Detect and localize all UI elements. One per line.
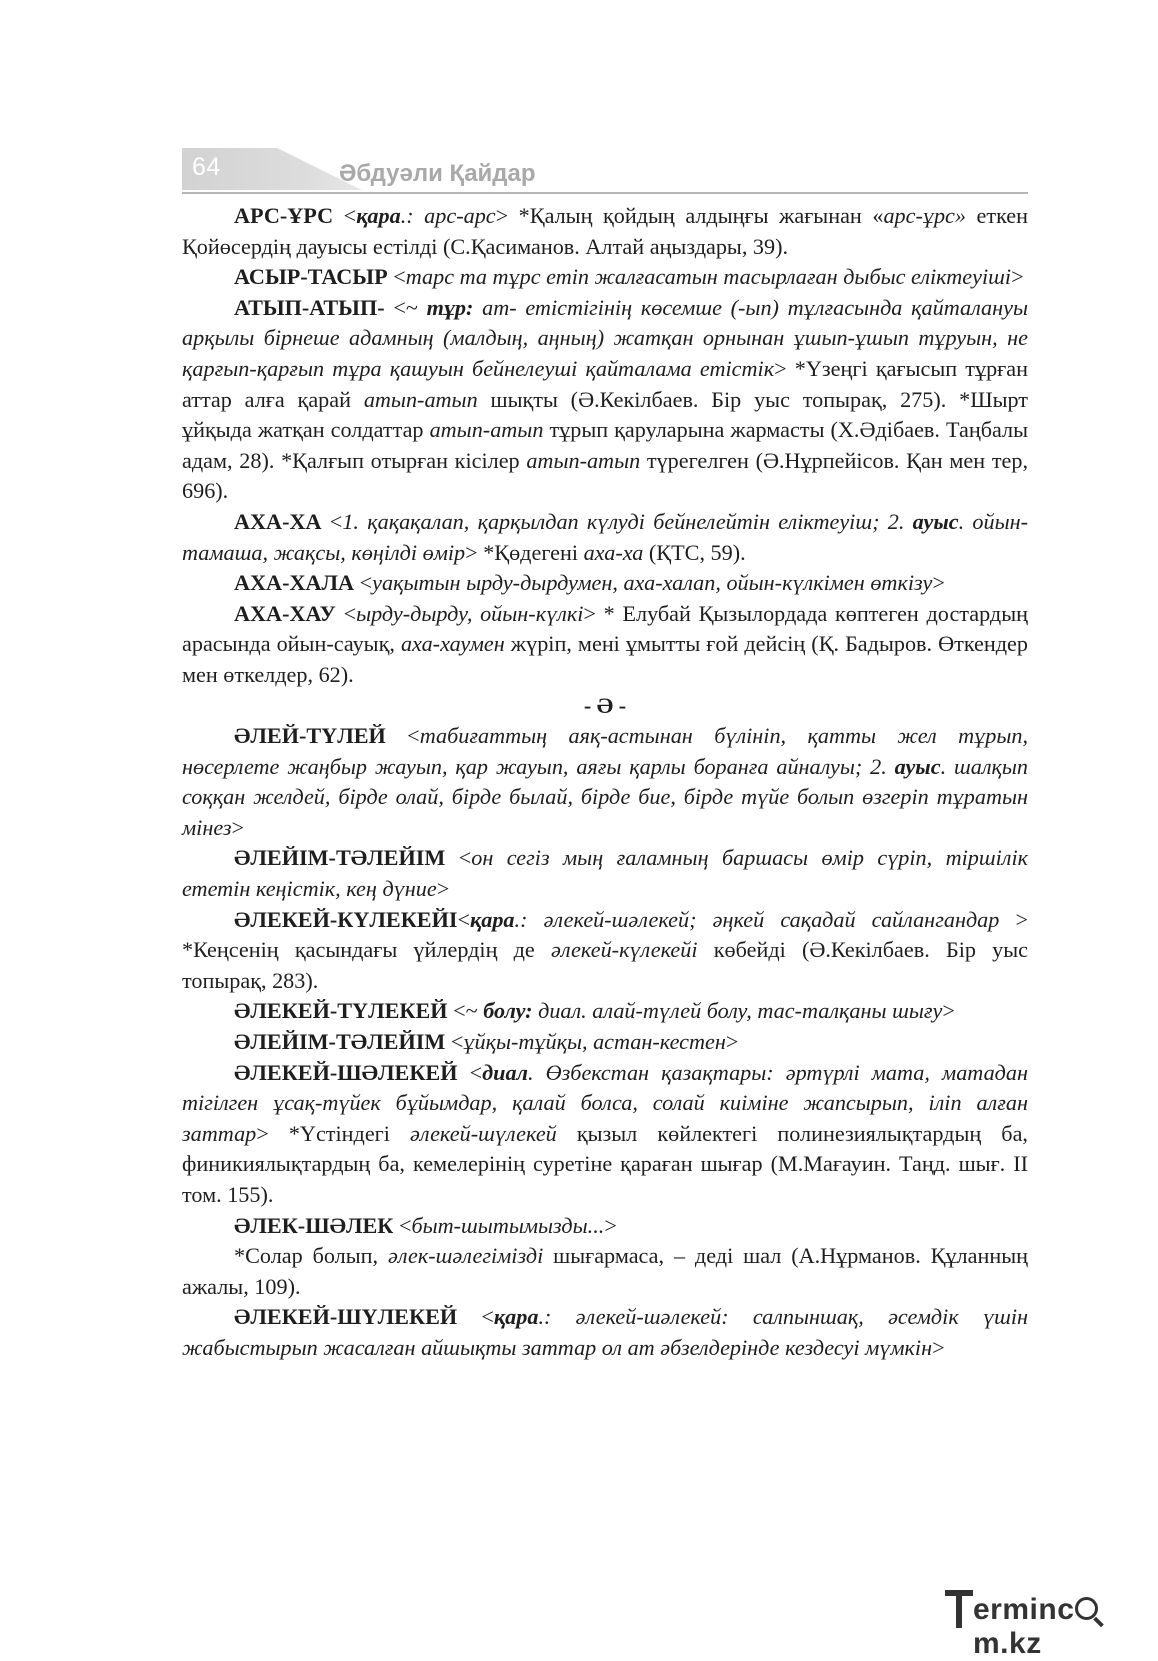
page-number: 64 <box>192 153 221 181</box>
body-text: < <box>385 723 420 749</box>
body-text: көбейді (Ә.Кекілбаев. Бір уыс топырақ, 283). <box>182 937 1028 993</box>
headword: ӘЛЕКЕЙ-КҮЛЕКЕЙІ <box>234 906 458 932</box>
entry-aleyim-taleyim-2 <box>182 1027 1028 1058</box>
logo-text <box>973 1593 1155 1661</box>
gloss-text: ырду-дырду, ойын-күлкі <box>356 600 584 626</box>
gloss-text: . шалқып соққан желдей, бірде олай, бірде былай, бірде бие, бірде түйе болып өзгеріп тұратын мінез <box>182 753 1028 840</box>
logo-text-2: m.kz <box>973 1627 1042 1660</box>
body-text: > * Елубай Қызылордада көптеген достардың арасында ойын-сауық, <box>182 600 1028 657</box>
body-text: < <box>457 1059 483 1085</box>
gloss-text: қара <box>356 203 401 228</box>
entry-alekey-shalekey <box>182 1058 1028 1211</box>
gloss-text: атып-атып <box>363 386 478 412</box>
headword: АХА-ХАУ <box>234 600 336 626</box>
body-text: <~ <box>447 998 484 1024</box>
entry-akha-kha <box>182 507 1028 568</box>
body-text: > *Қалың қойдың алдыңғы жағынан « <box>495 203 884 228</box>
body-text: < <box>333 203 357 228</box>
body-text: < <box>457 1304 494 1330</box>
headword: ӘЛЕЙІМ-ТӘЛЕЙІМ <box>234 1029 446 1055</box>
body-text: > <box>436 876 450 902</box>
gloss-text: 1. қақақалап, қарқылдап күлуді бейнелейтін еліктеуіш; 2. <box>342 508 913 534</box>
entry-akha-khau <box>182 599 1028 691</box>
body-text: <~ <box>384 294 427 320</box>
gloss-text: . Өзбекстан қазақтары: әртүрлі мата, матадан тігілген ұсақ-түйек бұйымдар, қалай болса, солай киіміне жапсырып, іліп алған заттар <box>182 1059 1029 1146</box>
headword: ӘЛЕКЕЙ-ШҮЛЕКЕЙ <box>234 1304 458 1330</box>
entry-alekey-kulekeyi <box>182 905 1028 997</box>
gloss-text: ауыс <box>912 508 959 534</box>
termincom-logo <box>945 1590 1155 1660</box>
gloss-text: табиғаттың аяқ-астынан бүлініп, қатты жел тұрып, нөсерлете жаңбыр жауып, қар жауып, аяғы қарлы боранға айналуы; 2. <box>182 723 1028 779</box>
headword: АХА-ХАЛА <box>234 570 355 596</box>
body-text: < <box>335 600 357 626</box>
body-text: жүріп, мені ұмытты ғой дейсің (Қ. Бадыров. Өткендер мен өткелдер, 62). <box>182 631 1028 687</box>
gloss-text: .: әлекей-шәлекей; әңкей сақадай сайлангандар <box>514 906 1000 932</box>
gloss-text: уақытын ырду-дырдумен, аха-халап, ойын-күлкімен өткізу <box>372 570 933 596</box>
body-text: > <box>604 1212 617 1238</box>
headword: ӘЛЕКЕЙ-ШӘЛЕКЕЙ <box>234 1059 458 1085</box>
headword: ӘЛЕКЕЙ-ТҮЛЕКЕЙ <box>234 998 448 1024</box>
headword: АРС-ҰРС <box>234 203 334 228</box>
body-text: *Солар болып, <box>234 1243 388 1269</box>
body-text: < <box>445 1029 464 1055</box>
body-text: > <box>1011 264 1024 290</box>
gloss-text: әлекей-шүлекей <box>410 1120 557 1146</box>
gloss-text: он сегіз мың ғаламның баршасы өмір сүріп, тіршілік ететін кеңістік, кең дүние <box>182 845 1029 902</box>
headword: АСЫР-ТАСЫР <box>234 264 388 290</box>
gloss-text: .: әлекей-шәлекей: салпыншақ, әсемдік үшін жабыстырып жасалған айшықты заттар ол ат әбзелдерінде кездесуі мүмкін <box>182 1304 1028 1360</box>
body-text: түрегелген (Ә.Нұрпейісов. Қан мен тер, 696). <box>182 447 1028 504</box>
entry-aley-tuley <box>182 721 1028 843</box>
entry-alekey-shulekey <box>182 1302 1028 1363</box>
body-text: > *Қөдегені <box>465 539 584 565</box>
body-text: < <box>321 508 343 534</box>
gloss-text: аха-хаумен <box>400 631 505 657</box>
entry-alek-shalek <box>182 1211 1028 1242</box>
body-text: > *Кеңсенің қасындағы үйлердің де <box>182 906 1028 963</box>
gloss-text: арс-ұрс» <box>883 203 966 228</box>
gloss-text: ат- етістігінің көсемше (-ып) тұлғасында қайталануы арқылы бірнеше адамның (малдың, аңның) жатқан орнынан ұшып-ұшып тұруын, не қарғып-қарғып тұра қашуын бейнелеуші қайталама етістік <box>182 294 1028 381</box>
header-rule <box>182 192 1028 194</box>
body-text: < <box>445 845 472 871</box>
gloss-text: тарс та тұрс етіп жалғасатын тасырлаған дыбыс еліктеуіші <box>405 264 1012 290</box>
gloss-text: быт-шытымызды... <box>411 1212 605 1238</box>
entry-alek-shalek-example <box>182 1241 1028 1302</box>
headword: АХА-ХА <box>234 508 322 534</box>
body-text: > <box>725 1029 739 1055</box>
gloss-text: әлек-шәлегімізді <box>387 1243 544 1269</box>
gloss-text: қара <box>470 906 515 932</box>
headword: ӘЛЕК-ШӘЛЕК <box>234 1212 394 1238</box>
gloss-text: атып-атып <box>526 447 641 473</box>
gloss-text: тұр: <box>426 294 474 320</box>
body-text: > <box>932 1334 945 1360</box>
body-text: қызыл көйлектегі полинезиялықтардың ба, финикиялықтардың ба, кемелерінің суретіне қараған шығар (М.Мағауин. Таңд. шығ. ІІ том. 155). <box>182 1120 1028 1207</box>
logo-text-1: erminc <box>973 1593 1075 1626</box>
body-text: еткен Қойөсердің дауысы естілді (С.Қасиманов. Алтай аңыздары, 39). <box>182 203 1029 259</box>
gloss-text: диал. алай-түлей болу, тас-талқаны шығу <box>532 998 943 1024</box>
gloss-text: қара <box>493 1304 539 1330</box>
gloss-text: атып-атып <box>429 417 544 443</box>
gloss-text: болу: <box>483 998 533 1024</box>
gloss-text: диал <box>482 1059 528 1085</box>
body-text: шығармаса, – деді шал (А.Нұрманов. Құланның ажалы, 109). <box>182 1243 1028 1299</box>
magnifier-icon <box>1075 1597 1098 1620</box>
dictionary-text <box>182 201 1028 1364</box>
entry-akha-khala <box>182 568 1028 599</box>
entry-atyp-atyp <box>182 293 1028 507</box>
entry-ars-urs <box>182 201 1028 262</box>
section-letter: - Ә - <box>583 692 627 718</box>
headword: АТЫП-АТЫП- <box>234 294 385 320</box>
body-text: шықты (Ә.Кекілбаев. Бір уыс топырақ, 275). *Шырт ұйқыда жатқан солдаттар <box>182 386 1028 443</box>
gloss-text: ауыс <box>894 753 941 779</box>
entry-aleyim-taleyim <box>182 843 1028 904</box>
body-text: > <box>231 814 245 840</box>
page-header <box>182 148 1028 196</box>
gloss-text: . ойын-тамаша, жақсы, көңілді өмір <box>182 508 1029 565</box>
body-text: > <box>932 570 945 596</box>
running-head: Әбдуәли Қайдар <box>339 160 536 187</box>
headword: ӘЛЕЙ-ТҮЛЕЙ <box>234 723 386 749</box>
entry-alekey-tulekey <box>182 996 1028 1027</box>
body-text: > *Үзеңгі қағысып тұрған аттар алға қарай <box>182 355 1028 412</box>
body-text: < <box>393 1212 412 1238</box>
body-text: > <box>942 998 955 1024</box>
body-text: < <box>457 906 470 932</box>
gloss-text: .: арс-арс <box>400 203 496 228</box>
gloss-text: ұйқы-тұйқы, астан-кестен <box>463 1029 726 1055</box>
gloss-text: әлекей-күлекейі <box>550 937 698 963</box>
headword: ӘЛЕЙІМ-ТӘЛЕЙІМ <box>234 845 446 871</box>
body-text: тұрып қаруларына жармасты (Х.Әдібаев. Таңбалы адам, 28). *Қалғып отырған кісілер <box>182 417 1029 473</box>
body-text: > *Үстіндегі <box>256 1120 410 1146</box>
body-text: < <box>387 264 406 290</box>
entry-asyr-tasyr <box>182 262 1028 293</box>
body-text: (ҚТС, 59). <box>643 539 746 565</box>
gloss-text: аха-ха <box>583 539 644 565</box>
body-text: < <box>354 570 373 596</box>
